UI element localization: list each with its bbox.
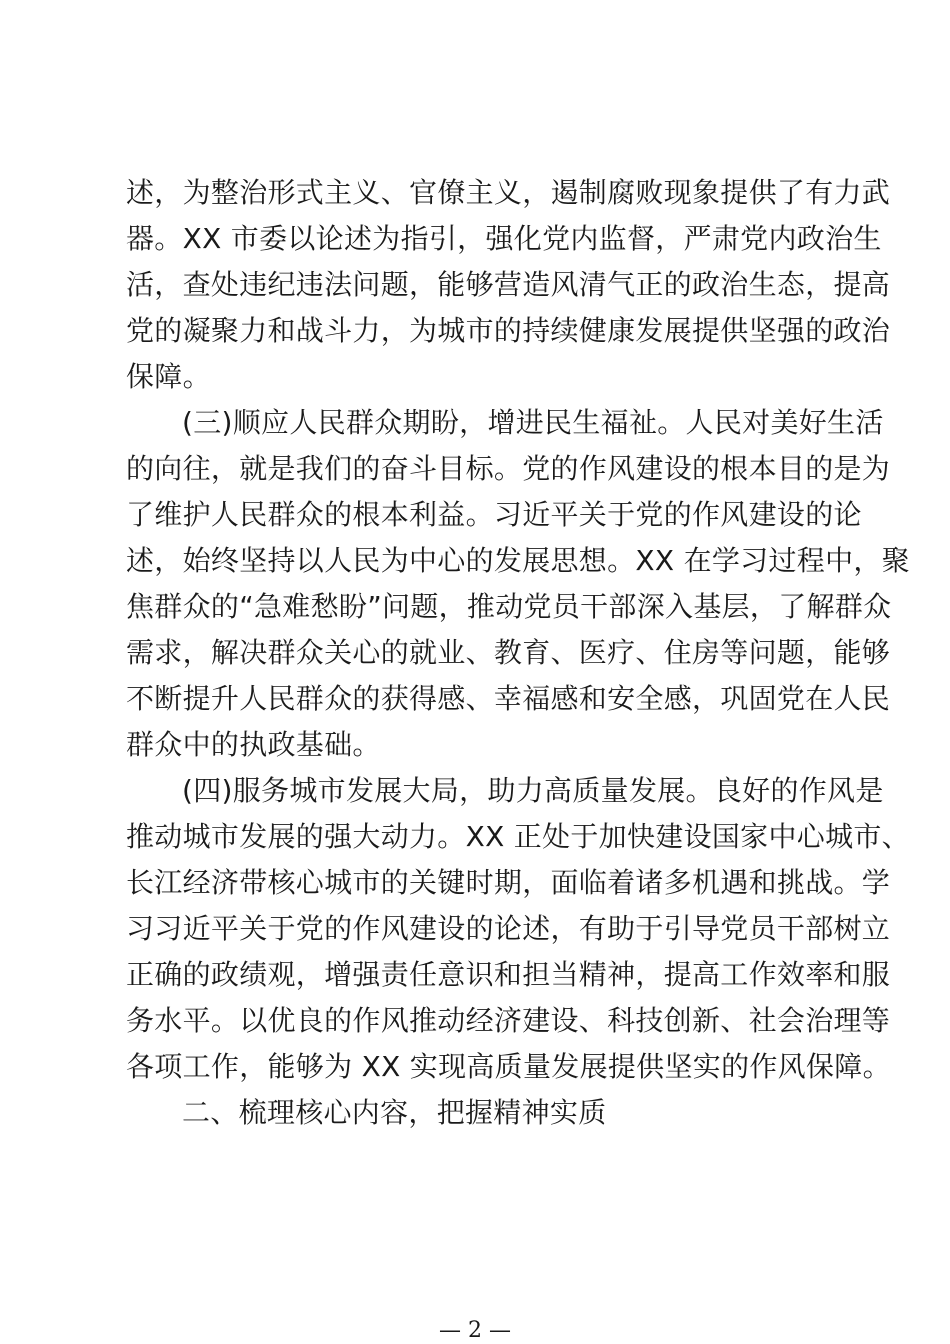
page-number: — 2 — bbox=[439, 1318, 511, 1343]
text-line: 长江经济带核心城市的关键时期，面临着诸多机遇和挑战。学 bbox=[126, 866, 891, 899]
text-line: 不断提升人民群众的获得感、幸福感和安全感，巩固党在人民 bbox=[126, 682, 891, 715]
text-line: 焦群众的“急难愁盼”问题，推动党员干部深入基层，了解群众 bbox=[126, 590, 892, 623]
text-line: 器。XX 市委以论述为指引，强化党内监督，严肃党内政治生 bbox=[126, 222, 882, 255]
subsection-heading-line: (三)顺应人民群众期盼，增进民生福祉。人民对美好生活 bbox=[182, 406, 884, 439]
text-line: 活，查处违纪违法问题，能够营造风清气正的政治生态，提高 bbox=[126, 268, 891, 301]
text-line: 述，为整治形式主义、官僚主义，遏制腐败现象提供了有力武 bbox=[126, 176, 891, 209]
text-line: 需求，解决群众关心的就业、教育、医疗、住房等问题，能够 bbox=[126, 636, 891, 669]
text-line: 群众中的执政基础。 bbox=[126, 728, 381, 761]
subsection-heading-line: (四)服务城市发展大局，助力高质量发展。良好的作风是 bbox=[182, 774, 884, 807]
text-line: 的向往，就是我们的奋斗目标。党的作风建设的根本目的是为 bbox=[126, 452, 891, 485]
text-line: 述，始终坚持以人民为中心的发展思想。XX 在学习过程中，聚 bbox=[126, 544, 910, 577]
text-line: 了维护人民群众的根本利益。习近平关于党的作风建设的论 bbox=[126, 498, 862, 531]
text-line: 保障。 bbox=[126, 360, 211, 393]
text-line: 各项工作，能够为 XX 实现高质量发展提供坚实的作风保障。 bbox=[126, 1050, 891, 1083]
text-line: 习习近平关于党的作风建设的论述，有助于引导党员干部树立 bbox=[126, 912, 891, 945]
text-line: 党的凝聚力和战斗力，为城市的持续健康发展提供坚强的政治 bbox=[126, 314, 891, 347]
section-heading: 二、梳理核心内容，把握精神实质 bbox=[182, 1096, 607, 1129]
text-line: 正确的政绩观，增强责任意识和担当精神，提高工作效率和服 bbox=[126, 958, 891, 991]
text-line: 务水平。以优良的作风推动经济建设、科技创新、社会治理等 bbox=[126, 1004, 891, 1037]
text-line: 推动城市发展的强大动力。XX 正处于加快建设国家中心城市、 bbox=[126, 820, 910, 853]
